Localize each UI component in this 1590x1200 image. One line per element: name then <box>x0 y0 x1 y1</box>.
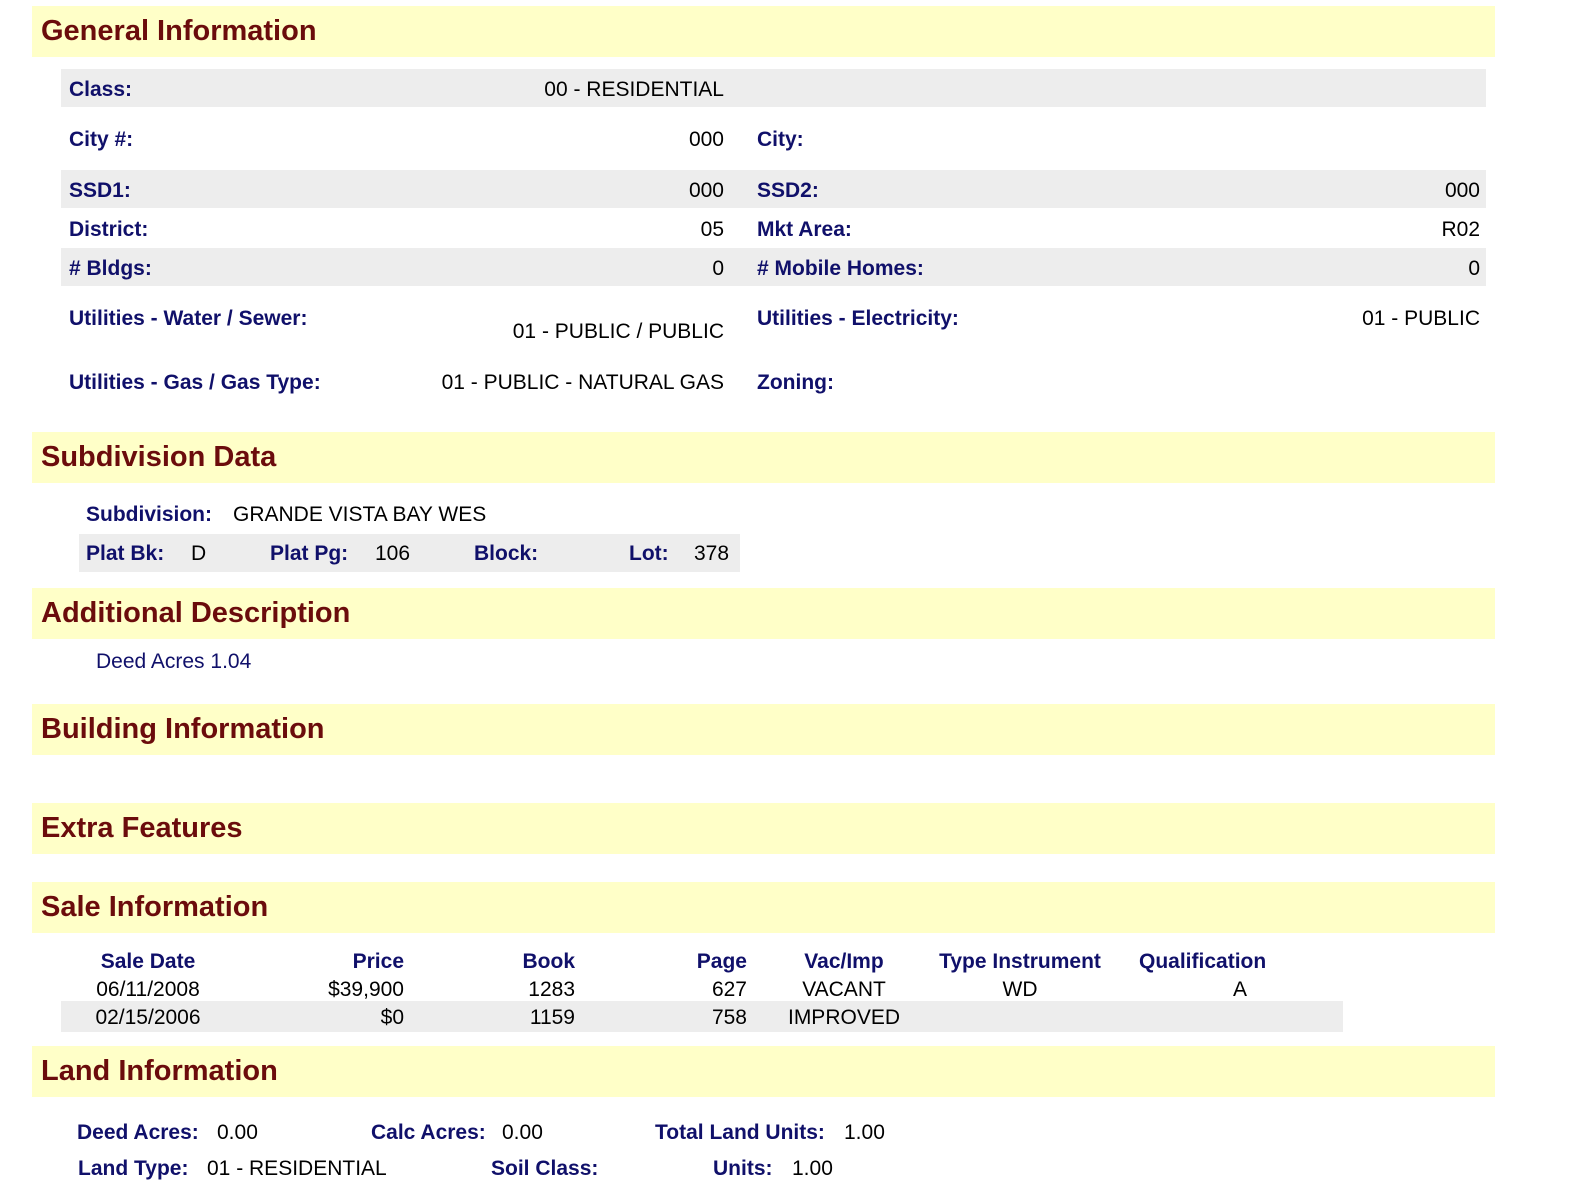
calc-acres-label: Calc Acres: <box>371 1121 486 1144</box>
city-number-value: 000 <box>688 128 724 151</box>
row-background <box>61 69 1486 107</box>
mkt-area-label: Mkt Area: <box>757 218 852 241</box>
deed-acres-label: Deed Acres: <box>77 1121 199 1144</box>
price-cell: $39,900 <box>328 978 404 1001</box>
mobile-homes-label: # Mobile Homes: <box>757 257 924 280</box>
calc-acres-value: 0.00 <box>502 1121 543 1144</box>
mobile-homes-value: 0 <box>1468 257 1480 280</box>
plat-bk-value: D <box>191 542 207 565</box>
ssd1-value: 000 <box>688 179 724 202</box>
price-cell: $0 <box>380 1006 404 1029</box>
bldgs-value: 0 <box>712 257 724 280</box>
type-instrument-header: Type Instrument <box>939 950 1101 973</box>
block-label: Block: <box>474 542 539 565</box>
total-land-units-value: 1.00 <box>844 1121 885 1144</box>
land-type-value: 01 - RESIDENTIAL <box>207 1157 387 1180</box>
electricity-value: 01 - PUBLIC <box>1362 307 1480 330</box>
ssd2-label: SSD2: <box>757 179 819 202</box>
water-sewer-value: 01 - PUBLIC / PUBLIC <box>512 320 724 343</box>
sale-information-header <box>32 882 1495 933</box>
book-header: Book <box>522 950 575 973</box>
page-cell: 758 <box>711 1006 747 1029</box>
mkt-area-value: R02 <box>1441 218 1480 241</box>
plat-pg-label: Plat Pg: <box>270 542 349 565</box>
lot-label: Lot: <box>629 542 669 565</box>
lot-value: 378 <box>694 542 730 565</box>
additional-description-text: Deed Acres 1.04 <box>96 650 252 673</box>
section-title: Sale Information <box>41 891 269 923</box>
vac-imp-cell: IMPROVED <box>787 1006 900 1029</box>
electricity-label: Utilities - Electricity: <box>757 307 959 330</box>
district-label: District: <box>69 218 149 241</box>
soil-class-label: Soil Class: <box>491 1157 599 1180</box>
vac-imp-header: Vac/Imp <box>804 950 884 973</box>
section-title: Land Information <box>41 1055 278 1087</box>
extra-features-header <box>32 803 1495 854</box>
gas-value: 01 - PUBLIC - NATURAL GAS <box>441 371 724 394</box>
sale-date-cell: 02/15/2006 <box>95 1006 201 1029</box>
page-header: Page <box>696 950 747 973</box>
land-information-header <box>32 1046 1495 1097</box>
water-sewer-label: Utilities - Water / Sewer: <box>69 307 308 330</box>
building-information-header <box>32 704 1495 755</box>
zoning-label: Zoning: <box>757 371 834 394</box>
section-title: Building Information <box>41 713 325 745</box>
qualification-cell: A <box>1232 978 1247 1001</box>
subdivision-label: Subdivision: <box>86 503 212 526</box>
total-land-units-label: Total Land Units: <box>655 1121 825 1144</box>
sale-date-header: Sale Date <box>100 950 196 973</box>
units-label: Units: <box>713 1157 773 1180</box>
bldgs-label: # Bldgs: <box>69 257 152 280</box>
type-instrument-cell: WD <box>1002 978 1038 1001</box>
section-title: Subdivision Data <box>41 441 277 473</box>
qualification-header: Qualification <box>1139 950 1267 973</box>
additional-description-header <box>32 588 1495 639</box>
sale-date-cell: 06/11/2008 <box>96 978 200 1001</box>
book-cell: 1159 <box>529 1006 575 1029</box>
price-header: Price <box>352 950 404 973</box>
deed-acres-value: 0.00 <box>217 1121 258 1144</box>
section-title: Extra Features <box>41 812 243 844</box>
plat-pg-value: 106 <box>375 542 411 565</box>
city-number-label: City #: <box>69 128 134 151</box>
class-label: Class: <box>69 78 133 101</box>
class-value: 00 - RESIDENTIAL <box>544 78 724 101</box>
ssd1-label: SSD1: <box>69 179 131 202</box>
vac-imp-cell: VACANT <box>802 978 886 1001</box>
book-cell: 1283 <box>528 978 575 1001</box>
section-title: Additional Description <box>41 597 351 629</box>
page-cell: 627 <box>711 978 747 1001</box>
land-type-label: Land Type: <box>78 1157 189 1180</box>
gas-label: Utilities - Gas / Gas Type: <box>69 371 321 394</box>
district-value: 05 <box>700 218 724 241</box>
section-title: General Information <box>41 15 317 47</box>
units-value: 1.00 <box>792 1157 833 1180</box>
general-information-header <box>32 6 1495 57</box>
subdivision-value: GRANDE VISTA BAY WES <box>233 503 487 526</box>
city-label: City: <box>757 128 804 151</box>
subdivision-data-header <box>32 432 1495 483</box>
plat-bk-label: Plat Bk: <box>86 542 165 565</box>
ssd2-value: 000 <box>1444 179 1480 202</box>
